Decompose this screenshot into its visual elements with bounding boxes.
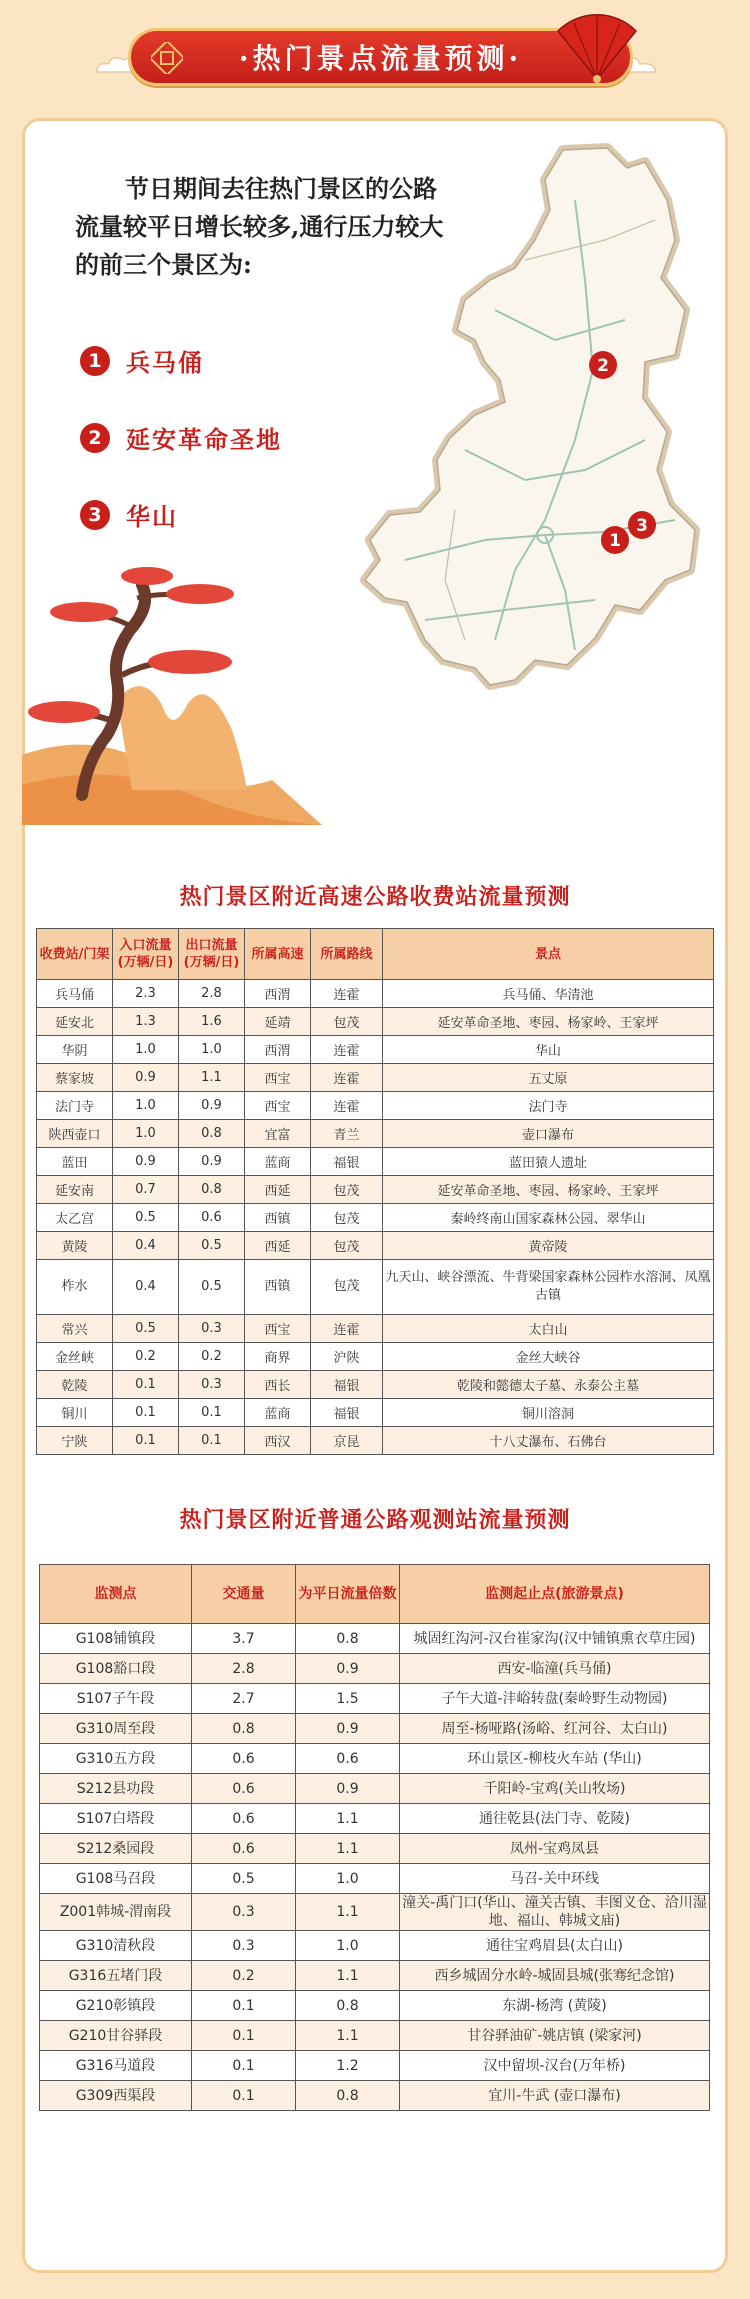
table-cell: 福银 bbox=[311, 1399, 383, 1427]
table-row bbox=[37, 1399, 714, 1427]
table-cell: 西乡城固分水岭-城固县城(张骞纪念馆) bbox=[400, 1961, 710, 1991]
table-cell: 0.6 bbox=[192, 1804, 296, 1834]
table-cell: 0.1 bbox=[192, 2021, 296, 2051]
table-row bbox=[37, 1427, 714, 1455]
table-cell: 包茂 bbox=[311, 1260, 383, 1315]
table-cell: 0.1 bbox=[192, 1991, 296, 2021]
table-cell: 0.8 bbox=[179, 1120, 245, 1148]
table-cell: S212县功段 bbox=[40, 1774, 192, 1804]
table-cell: 连霍 bbox=[311, 1092, 383, 1120]
table-cell: 周至-杨哑路(汤峪、红河谷、太白山) bbox=[400, 1714, 710, 1744]
table-row bbox=[40, 1961, 710, 1991]
table-cell: 宁陕 bbox=[37, 1427, 113, 1455]
table-cell: 西汉 bbox=[245, 1427, 311, 1455]
table-cell: 十八丈瀑布、石佛台 bbox=[383, 1427, 714, 1455]
table-cell: 2.7 bbox=[192, 1684, 296, 1714]
table-cell: 0.8 bbox=[296, 2081, 400, 2111]
table-cell: 连霍 bbox=[311, 1315, 383, 1343]
table-cell: 包茂 bbox=[311, 1176, 383, 1204]
table-cell: 0.2 bbox=[179, 1343, 245, 1371]
table-cell: 延安革命圣地、枣园、杨家岭、王家坪 bbox=[383, 1176, 714, 1204]
table-cell: G108马召段 bbox=[40, 1864, 192, 1894]
table-cell: 1.0 bbox=[113, 1092, 179, 1120]
header-title-bar bbox=[128, 28, 633, 86]
table-cell: 太乙宫 bbox=[37, 1204, 113, 1232]
column-header: 收费站/门架 bbox=[37, 929, 113, 980]
table-cell: G310周至段 bbox=[40, 1714, 192, 1744]
column-header: 所属路线 bbox=[311, 929, 383, 980]
shaanxi-map bbox=[345, 140, 715, 740]
table-cell: 0.6 bbox=[296, 1744, 400, 1774]
table-cell: 0.5 bbox=[113, 1315, 179, 1343]
table-cell: 0.9 bbox=[296, 1774, 400, 1804]
table-cell: G309西渠段 bbox=[40, 2081, 192, 2111]
table-cell: 0.2 bbox=[113, 1343, 179, 1371]
table-cell: 延安北 bbox=[37, 1008, 113, 1036]
ornament-icon bbox=[151, 42, 183, 74]
table-cell: G108豁口段 bbox=[40, 1654, 192, 1684]
table-cell: 法门寺 bbox=[37, 1092, 113, 1120]
table-cell: 蓝田 bbox=[37, 1148, 113, 1176]
table-row bbox=[40, 1864, 710, 1894]
table-cell: 铜川溶洞 bbox=[383, 1399, 714, 1427]
table-cell: 凤州-宝鸡凤县 bbox=[400, 1834, 710, 1864]
table-cell: 常兴 bbox=[37, 1315, 113, 1343]
column-header: 为平日流量倍数 bbox=[296, 1565, 400, 1624]
table-cell: 0.9 bbox=[179, 1148, 245, 1176]
table-row bbox=[40, 1774, 710, 1804]
table-row bbox=[37, 1008, 714, 1036]
table-cell: 1.0 bbox=[113, 1120, 179, 1148]
table-cell: 青兰 bbox=[311, 1120, 383, 1148]
table-cell: G310清秋段 bbox=[40, 1931, 192, 1961]
table-cell: 西延 bbox=[245, 1176, 311, 1204]
table-cell: 铜川 bbox=[37, 1399, 113, 1427]
table-cell: 0.4 bbox=[113, 1232, 179, 1260]
table-cell: 0.1 bbox=[113, 1427, 179, 1455]
table-row bbox=[37, 1148, 714, 1176]
table-cell: 秦岭终南山国家森林公园、翠华山 bbox=[383, 1204, 714, 1232]
table-row bbox=[40, 2051, 710, 2081]
table-row bbox=[37, 1120, 714, 1148]
map-marker-3 bbox=[628, 511, 656, 539]
table-cell: 连霍 bbox=[311, 1064, 383, 1092]
table-cell: 0.1 bbox=[179, 1427, 245, 1455]
table-cell: 五丈原 bbox=[383, 1064, 714, 1092]
table-cell: 0.1 bbox=[192, 2081, 296, 2111]
table-cell: 潼关-禹门口(华山、潼关古镇、丰图义仓、洽川湿地、福山、韩城文庙) bbox=[400, 1894, 710, 1931]
column-header: 入口流量(万辆/日) bbox=[113, 929, 179, 980]
table-cell: 延安革命圣地、枣园、杨家岭、王家坪 bbox=[383, 1008, 714, 1036]
table-row bbox=[37, 1036, 714, 1064]
table-row bbox=[37, 1092, 714, 1120]
table-row bbox=[40, 1834, 710, 1864]
table-cell: 0.1 bbox=[113, 1371, 179, 1399]
spot-item-2 bbox=[80, 420, 282, 455]
table-cell: 1.0 bbox=[113, 1036, 179, 1064]
table-cell: 宜富 bbox=[245, 1120, 311, 1148]
table-cell: 0.6 bbox=[192, 1774, 296, 1804]
table-cell: 0.8 bbox=[179, 1176, 245, 1204]
table-cell: 0.9 bbox=[113, 1064, 179, 1092]
column-header: 出口流量(万辆/日) bbox=[179, 929, 245, 980]
table-row bbox=[40, 2081, 710, 2111]
table-row bbox=[37, 1371, 714, 1399]
table-cell: 1.2 bbox=[296, 2051, 400, 2081]
table-cell: G316五堵门段 bbox=[40, 1961, 192, 1991]
table-cell: 壶口瀑布 bbox=[383, 1120, 714, 1148]
table-cell: 黄帝陵 bbox=[383, 1232, 714, 1260]
table-cell: 城固红沟河-汉台崔家沟(汉中铺镇熏衣草庄园) bbox=[400, 1624, 710, 1654]
table-cell: 九天山、峡谷漂流、牛背梁国家森林公园柞水溶洞、凤凰古镇 bbox=[383, 1260, 714, 1315]
spot-number: 1 bbox=[80, 346, 110, 376]
table-row bbox=[37, 1315, 714, 1343]
table-row bbox=[37, 1176, 714, 1204]
table-cell: 西宝 bbox=[245, 1092, 311, 1120]
table-cell: S107白塔段 bbox=[40, 1804, 192, 1834]
table-cell: 商界 bbox=[245, 1343, 311, 1371]
spot-name: 华山 bbox=[126, 502, 178, 531]
table-row bbox=[40, 1654, 710, 1684]
table-cell: 1.1 bbox=[296, 1834, 400, 1864]
table-cell: 0.1 bbox=[113, 1399, 179, 1427]
table-cell: 连霍 bbox=[311, 1036, 383, 1064]
table-cell: 0.1 bbox=[179, 1399, 245, 1427]
table-row bbox=[40, 1894, 710, 1931]
table-cell: 金丝峡 bbox=[37, 1343, 113, 1371]
map-marker-label: 2 bbox=[597, 356, 609, 376]
column-header: 景点 bbox=[383, 929, 714, 980]
table-row bbox=[40, 1624, 710, 1654]
map-marker-2 bbox=[589, 351, 617, 379]
table-cell: 华山 bbox=[383, 1036, 714, 1064]
highway-toll-table bbox=[36, 928, 714, 1455]
table-cell: 连霍 bbox=[311, 980, 383, 1008]
table-row bbox=[40, 1684, 710, 1714]
table-cell: 东湖-杨湾 (黄陵) bbox=[400, 1991, 710, 2021]
table-row bbox=[40, 1991, 710, 2021]
table-cell: 太白山 bbox=[383, 1315, 714, 1343]
table-cell: 环山景区-柳枝火车站 (华山) bbox=[400, 1744, 710, 1774]
table-cell: 乾陵和懿德太子墓、永泰公主墓 bbox=[383, 1371, 714, 1399]
table-row bbox=[37, 980, 714, 1008]
table-header-row bbox=[37, 929, 714, 980]
table-cell: 蓝田猿人遗址 bbox=[383, 1148, 714, 1176]
table-cell: 1.0 bbox=[179, 1036, 245, 1064]
table-cell: 京昆 bbox=[311, 1427, 383, 1455]
map-marker-1 bbox=[601, 526, 629, 554]
table-header-row bbox=[40, 1565, 710, 1624]
table-cell: 1.1 bbox=[296, 1894, 400, 1931]
table-cell: 蔡家坡 bbox=[37, 1064, 113, 1092]
table-cell: 华阴 bbox=[37, 1036, 113, 1064]
table-cell: 兵马俑、华清池 bbox=[383, 980, 714, 1008]
table-cell: 延靖 bbox=[245, 1008, 311, 1036]
table-cell: 0.3 bbox=[179, 1371, 245, 1399]
table-cell: 蓝商 bbox=[245, 1148, 311, 1176]
table-cell: 0.8 bbox=[192, 1714, 296, 1744]
table-cell: 0.8 bbox=[296, 1624, 400, 1654]
table-cell: 福银 bbox=[311, 1148, 383, 1176]
pine-tree-illustration bbox=[22, 560, 362, 825]
table-cell: 延安南 bbox=[37, 1176, 113, 1204]
table-cell: 法门寺 bbox=[383, 1092, 714, 1120]
table-cell: 通往宝鸡眉县(太白山) bbox=[400, 1931, 710, 1961]
table-cell: 0.9 bbox=[296, 1654, 400, 1684]
table-cell: 金丝大峡谷 bbox=[383, 1343, 714, 1371]
road-section-title: 热门景区附近普通公路观测站流量预测 bbox=[179, 1507, 571, 1533]
table-cell: 3.7 bbox=[192, 1624, 296, 1654]
table-cell: 0.6 bbox=[179, 1204, 245, 1232]
table-cell: 0.5 bbox=[113, 1204, 179, 1232]
table-cell: 包茂 bbox=[311, 1008, 383, 1036]
table-cell: 0.9 bbox=[296, 1714, 400, 1744]
table-row bbox=[40, 1931, 710, 1961]
table-cell: G310五方段 bbox=[40, 1744, 192, 1774]
table-cell: 包茂 bbox=[311, 1232, 383, 1260]
table-cell: 通往乾县(法门寺、乾陵) bbox=[400, 1804, 710, 1834]
table-cell: G210甘谷驿段 bbox=[40, 2021, 192, 2051]
table-cell: 蓝商 bbox=[245, 1399, 311, 1427]
table-row bbox=[37, 1232, 714, 1260]
column-header: 监测点 bbox=[40, 1565, 192, 1624]
table-cell: 0.6 bbox=[192, 1744, 296, 1774]
table-row bbox=[37, 1064, 714, 1092]
table-row bbox=[37, 1260, 714, 1315]
table-cell: G108铺镇段 bbox=[40, 1624, 192, 1654]
table-row bbox=[40, 1804, 710, 1834]
table-row bbox=[40, 1744, 710, 1774]
table-cell: 甘谷驿油矿-姚店镇 (梁家河) bbox=[400, 2021, 710, 2051]
spot-number: 2 bbox=[80, 423, 110, 453]
table-cell: 柞水 bbox=[37, 1260, 113, 1315]
table-row bbox=[40, 2021, 710, 2051]
table-cell: 2.8 bbox=[192, 1654, 296, 1684]
table-cell: 黄陵 bbox=[37, 1232, 113, 1260]
table-cell: 1.1 bbox=[296, 1804, 400, 1834]
table-cell: 0.2 bbox=[192, 1961, 296, 1991]
column-header: 交通量 bbox=[192, 1565, 296, 1624]
table-cell: G210彰镇段 bbox=[40, 1991, 192, 2021]
table-cell: 0.5 bbox=[179, 1260, 245, 1315]
table-cell: 0.9 bbox=[179, 1092, 245, 1120]
table-cell: 包茂 bbox=[311, 1204, 383, 1232]
map-marker-label: 1 bbox=[609, 531, 621, 551]
table-cell: 0.3 bbox=[179, 1315, 245, 1343]
table-cell: 1.5 bbox=[296, 1684, 400, 1714]
table-cell: 西渭 bbox=[245, 980, 311, 1008]
table-cell: 西宝 bbox=[245, 1064, 311, 1092]
table-cell: 0.3 bbox=[192, 1894, 296, 1931]
spot-item-3 bbox=[80, 497, 178, 532]
table-cell: Z001韩城-渭南段 bbox=[40, 1894, 192, 1931]
spot-name: 兵马俑 bbox=[126, 348, 204, 377]
table-cell: 1.0 bbox=[296, 1864, 400, 1894]
table-cell: 陕西壶口 bbox=[37, 1120, 113, 1148]
table-cell: 2.8 bbox=[179, 980, 245, 1008]
table-cell: 千阳岭-宝鸡(关山牧场) bbox=[400, 1774, 710, 1804]
table-cell: S212桑园段 bbox=[40, 1834, 192, 1864]
map-marker-label: 3 bbox=[636, 516, 648, 536]
ordinary-road-table bbox=[39, 1564, 710, 2111]
spot-item-1 bbox=[80, 343, 204, 378]
table-row bbox=[37, 1204, 714, 1232]
column-header: 监测起止点(旅游景点) bbox=[400, 1565, 710, 1624]
table-cell: 0.4 bbox=[113, 1260, 179, 1315]
table-cell: 0.7 bbox=[113, 1176, 179, 1204]
table-cell: 西安-临潼(兵马俑) bbox=[400, 1654, 710, 1684]
table-cell: 0.8 bbox=[296, 1991, 400, 2021]
table-cell: 0.5 bbox=[192, 1864, 296, 1894]
table-cell: 乾陵 bbox=[37, 1371, 113, 1399]
table-cell: 1.6 bbox=[179, 1008, 245, 1036]
table-cell: 宜川-牛武 (壶口瀑布) bbox=[400, 2081, 710, 2111]
table-cell: 福银 bbox=[311, 1371, 383, 1399]
table-cell: 西宝 bbox=[245, 1315, 311, 1343]
table-cell: 汉中留坝-汉台(万年桥) bbox=[400, 2051, 710, 2081]
column-header: 所属高速 bbox=[245, 929, 311, 980]
page-title: ·热门景点流量预测· bbox=[238, 42, 523, 75]
table-cell: G316马道段 bbox=[40, 2051, 192, 2081]
table-cell: 0.1 bbox=[192, 2051, 296, 2081]
table-cell: 西长 bbox=[245, 1371, 311, 1399]
table-cell: 1.1 bbox=[179, 1064, 245, 1092]
table-cell: 0.9 bbox=[113, 1148, 179, 1176]
table-cell: 0.6 bbox=[192, 1834, 296, 1864]
spot-name: 延安革命圣地 bbox=[126, 425, 282, 454]
header-banner bbox=[0, 0, 750, 110]
table-cell: 马召-关中环线 bbox=[400, 1864, 710, 1894]
fan-icon bbox=[554, 9, 640, 85]
table-cell: 子午大道-沣峪转盘(秦岭野生动物园) bbox=[400, 1684, 710, 1714]
table-cell: 1.0 bbox=[296, 1931, 400, 1961]
table-cell: 沪陕 bbox=[311, 1343, 383, 1371]
table-cell: 西镇 bbox=[245, 1260, 311, 1315]
table-cell: 1.1 bbox=[296, 1961, 400, 1991]
table-row bbox=[37, 1343, 714, 1371]
table-row bbox=[40, 1714, 710, 1744]
table-cell: 西延 bbox=[245, 1232, 311, 1260]
table-cell: 1.1 bbox=[296, 2021, 400, 2051]
table-cell: 2.3 bbox=[113, 980, 179, 1008]
intro-text: 节日期间去往热门景区的公路流量较平日增长较多,通行压力较大的前三个景区为: bbox=[75, 174, 444, 279]
table-cell: 1.3 bbox=[113, 1008, 179, 1036]
table-cell: 西镇 bbox=[245, 1204, 311, 1232]
table-cell: 0.5 bbox=[179, 1232, 245, 1260]
table-cell: 0.3 bbox=[192, 1931, 296, 1961]
table-cell: 兵马俑 bbox=[37, 980, 113, 1008]
highway-section-title: 热门景区附近高速公路收费站流量预测 bbox=[179, 884, 571, 910]
spot-number: 3 bbox=[80, 500, 110, 530]
table-cell: 西渭 bbox=[245, 1036, 311, 1064]
table-cell: S107子午段 bbox=[40, 1684, 192, 1714]
